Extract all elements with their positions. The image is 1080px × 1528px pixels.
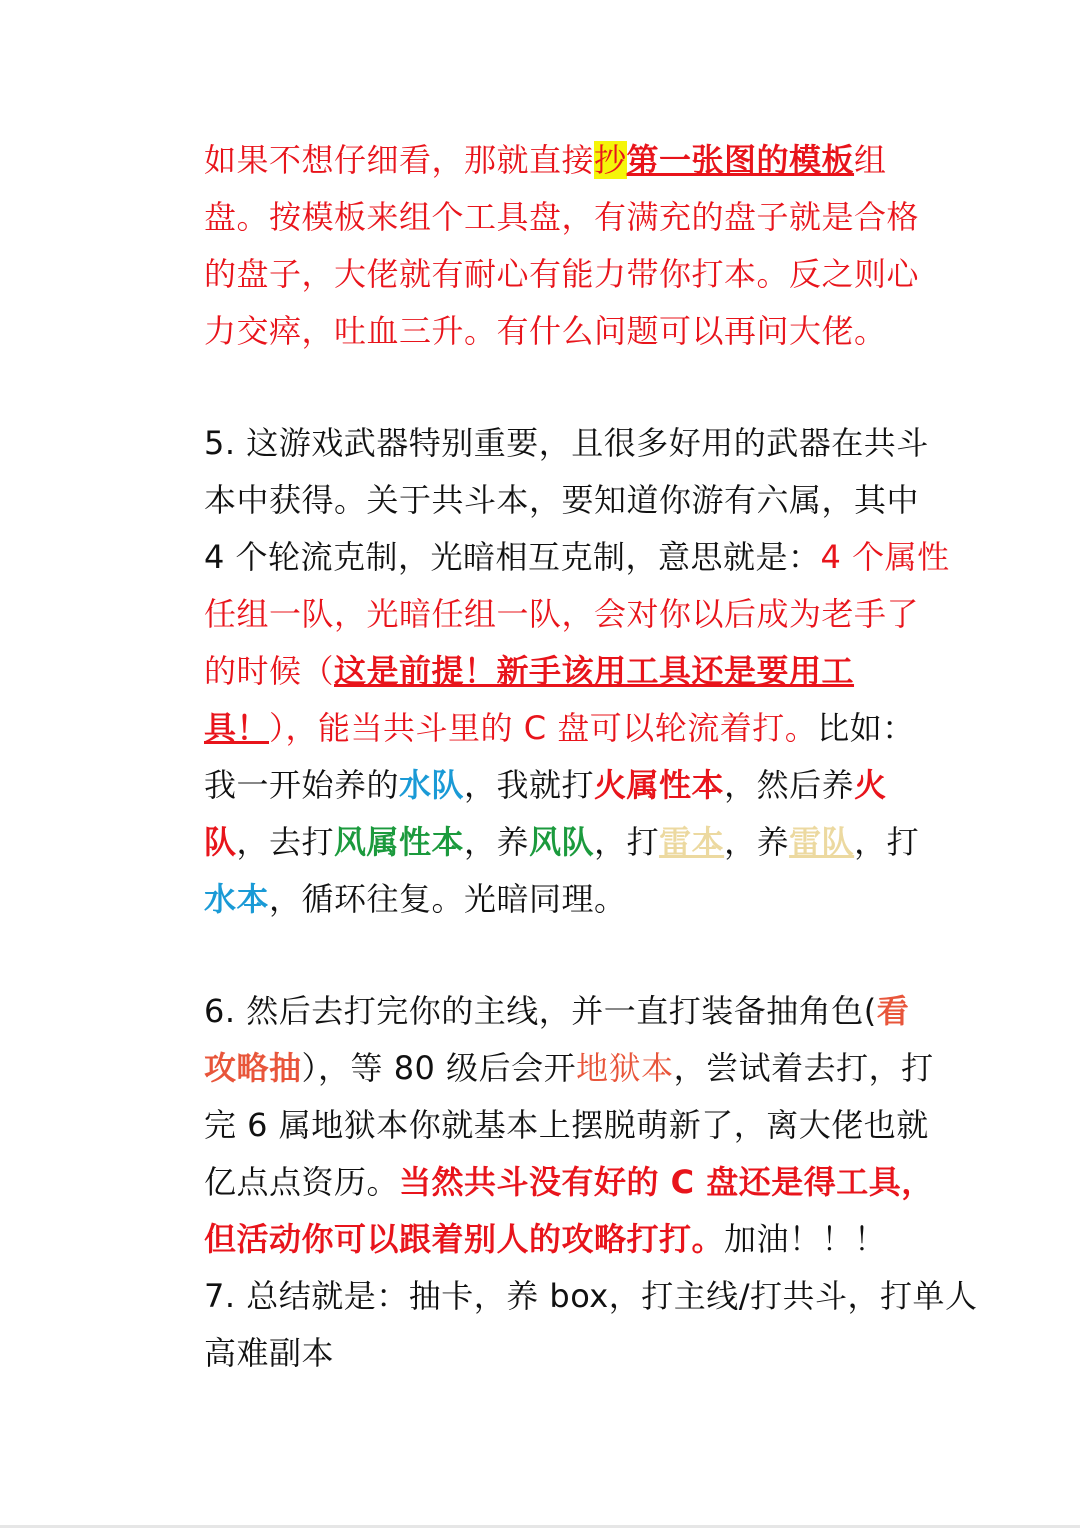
para6-text: 6. 然后去打完你的主线，并一直打装备抽角色(	[204, 992, 877, 1030]
para5-line5	[204, 649, 854, 693]
para5-text: ，去打	[236, 823, 335, 861]
hell-stage: 地狱本	[576, 1049, 674, 1087]
para1-text: 组	[854, 141, 887, 179]
para5-line8	[204, 820, 919, 864]
para5-text: ，然后养	[724, 766, 855, 804]
para5-red-text: 的时候（	[204, 652, 335, 690]
premise-note-end: 具！	[204, 709, 270, 747]
para5-text: 我一开始养的	[204, 766, 400, 804]
para5-text: ，我就打	[464, 766, 595, 804]
para5-line2: 本中获得。关于共斗本，要知道你游有六属，其中	[204, 481, 920, 519]
para6-line4	[204, 1160, 934, 1204]
para5-red-text: ），能当共斗里的 C 盘可以轮流着打。	[269, 709, 818, 747]
para1-line4: 力交瘁，吐血三升。有什么问题可以再问大佬。	[204, 312, 887, 350]
para5-text: ，养	[724, 823, 790, 861]
thunder-stage: 雷本	[659, 823, 725, 861]
guide-draw: 攻略抽	[204, 1049, 302, 1087]
thunder-team: 雷队	[789, 823, 855, 861]
para6-text: 亿点点资历。	[204, 1163, 400, 1201]
para5-line9	[204, 877, 627, 921]
para1-line3: 的盘子，大佬就有耐心有能力带你打本。反之则心	[204, 255, 920, 293]
para5-line1: 5. 这游戏武器特别重要，且很多好用的武器在共斗	[204, 424, 929, 462]
para6-line3: 完 6 属地狱本你就基本上摆脱萌新了，离大佬也就	[204, 1106, 929, 1144]
para6-line1	[204, 989, 909, 1033]
para5-red-text: 4 个属性	[820, 538, 950, 576]
para5-text: ，打	[854, 823, 920, 861]
para6-line2	[204, 1046, 934, 1090]
para7-line1: 7. 总结就是：抽卡，养 box，打主线/打共斗，打单人	[204, 1277, 978, 1315]
water-stage: 水本	[204, 880, 270, 918]
para5-line3	[204, 535, 950, 579]
para1-line2: 盘。按模板来组个工具盘，有满充的盘子就是合格	[204, 198, 920, 236]
para5-text: ，打	[594, 823, 660, 861]
wind-attribute-stage: 风属性本	[334, 823, 465, 861]
para5-text: 比如：	[817, 709, 915, 747]
para6-red-bold-text: 当然共斗没有好的 C 盘还是得工具，	[399, 1163, 934, 1201]
para1-line1	[204, 138, 887, 182]
para7-line2: 高难副本	[204, 1334, 335, 1372]
fire-team: 队	[204, 823, 237, 861]
para6-text: ），等 80 级后会开	[301, 1049, 577, 1087]
cheer-text: 加油！！！	[724, 1220, 887, 1258]
fire-attribute-stage: 火属性本	[594, 766, 725, 804]
water-team: 水队	[399, 766, 465, 804]
para5-text: ，循环往复。光暗同理。	[269, 880, 627, 918]
para1-text: 如果不想仔细看，那就直接	[204, 141, 595, 179]
premise-note: 这是前提！新手该用工具还是要用工	[334, 652, 855, 690]
first-image-template: 第一张图的模板	[626, 141, 855, 179]
para6-red-bold-text: 但活动你可以跟着别人的攻略打打。	[204, 1220, 725, 1258]
para5-line6	[204, 706, 915, 750]
para6-line5	[204, 1217, 887, 1261]
para5-line7	[204, 763, 887, 807]
guide-draw: 看	[876, 992, 910, 1030]
para5-text: 4 个轮流克制，光暗相互克制，意思就是：	[204, 538, 821, 576]
para5-text: ，养	[464, 823, 530, 861]
highlighted-copy-word: 抄	[594, 141, 627, 179]
wind-team: 风队	[529, 823, 595, 861]
para6-text: ，尝试着去打，打	[673, 1049, 934, 1087]
para5-line4: 任组一队，光暗任组一队，会对你以后成为老手了	[204, 595, 920, 633]
fire-team: 火	[854, 766, 887, 804]
